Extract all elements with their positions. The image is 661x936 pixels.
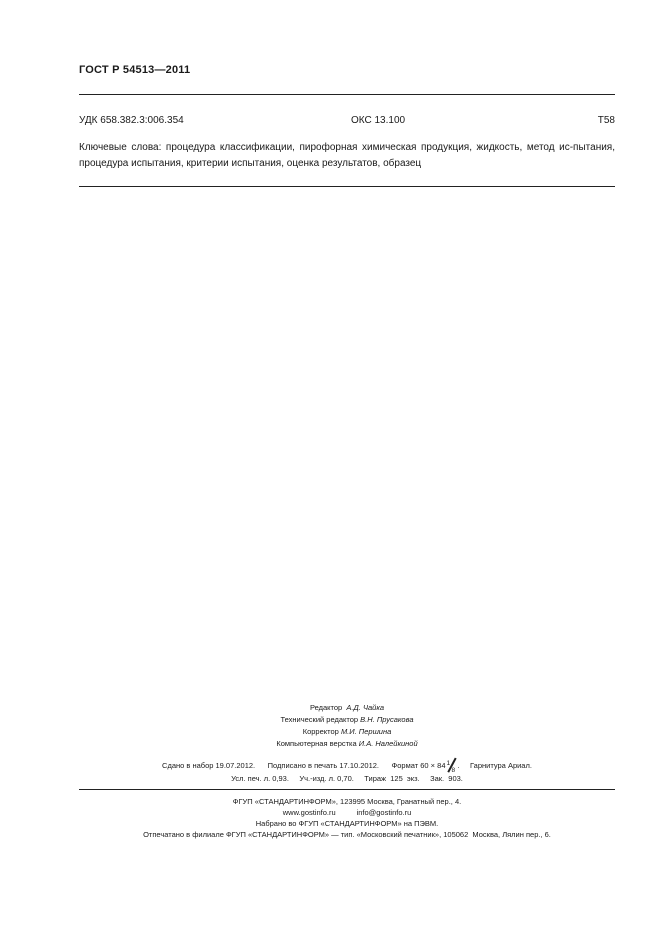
corrector-label: Корректор [302, 727, 339, 736]
format-fraction [446, 760, 458, 775]
udk-code: УДК 658.382.3:006.354 [79, 115, 184, 126]
format: Формат 60 × 84 [391, 761, 446, 770]
tech-editor-label: Технический редактор [280, 715, 359, 724]
order-number: Зак. 903. [430, 774, 463, 784]
corrector-credit [79, 726, 615, 738]
top-divider [79, 94, 615, 95]
corrector-name: М.И. Першина [340, 727, 392, 736]
print-info: Сдано в набор 19.07.2012. Подписано в печать 17.10.2012. Формат 60 × 84 1 8 . Гарнитура Ариал. Усл. печ. л. 0,93. Уч.-изд. л. 0,70. Тираж 125 экз. Зак. 903. [79, 759, 615, 785]
circulation: Тираж 125 экз. [364, 774, 420, 784]
keywords: Ключевые слова: процедура классификации, пирофорная химическая продукция, жидкость, метод ис-пытания, процедура испытания, критерии испытания, оценка результатов, образец [79, 142, 615, 169]
format-denominator: 8 [451, 767, 456, 775]
editor-label: Редактор [309, 703, 343, 712]
publisher-address: ФГУП «СТАНДАРТИНФОРМ», 123995 Москва, Гранатный пер., 4. [232, 797, 462, 806]
layout-label: Компьютерная верстка [276, 739, 357, 748]
signed-for-print: Подписано в печать 17.10.2012. [267, 761, 380, 770]
editor-name: А.Д. Чайка [346, 703, 385, 712]
oks-code: ОКС 13.100 [351, 115, 406, 126]
group-code: Т58 [597, 115, 615, 126]
tech-editor-credit [79, 714, 615, 726]
credits [79, 702, 615, 750]
publisher-website: www.gostinfo.ru [282, 808, 336, 817]
standard-code: ГОСТ Р 54513—2011 [79, 64, 191, 76]
typeface: Гарнитура Ариал. [470, 761, 532, 770]
publisher-divider [79, 789, 615, 790]
sent-to-set: Сдано в набор 19.07.2012. [162, 761, 256, 770]
keywords-divider [79, 186, 615, 187]
layout-name: И.А. Налейкиной [358, 739, 418, 748]
layout-credit [79, 738, 615, 750]
publisher-email: info@gostinfo.ru [356, 808, 412, 817]
printed-note: Отпечатано в филиале ФГУП «СТАНДАРТИНФОРМ» — тип. «Московский печатник», 105062 Москва, Лялин пер., 6. [143, 830, 551, 839]
tech-editor-name: В.Н. Прусакова [360, 715, 414, 724]
editor-credit [79, 702, 615, 714]
format-numerator: 1 [446, 760, 451, 768]
print-sheets: Усл. печ. л. 0,93. [231, 774, 289, 784]
typeset-note: Набрано во ФГУП «СТАНДАРТИНФОРМ» на ПЭВМ. [255, 819, 439, 828]
publisher-info [79, 796, 615, 840]
pub-sheets: Уч.-изд. л. 0,70. [299, 774, 354, 784]
classification-row [79, 115, 615, 126]
